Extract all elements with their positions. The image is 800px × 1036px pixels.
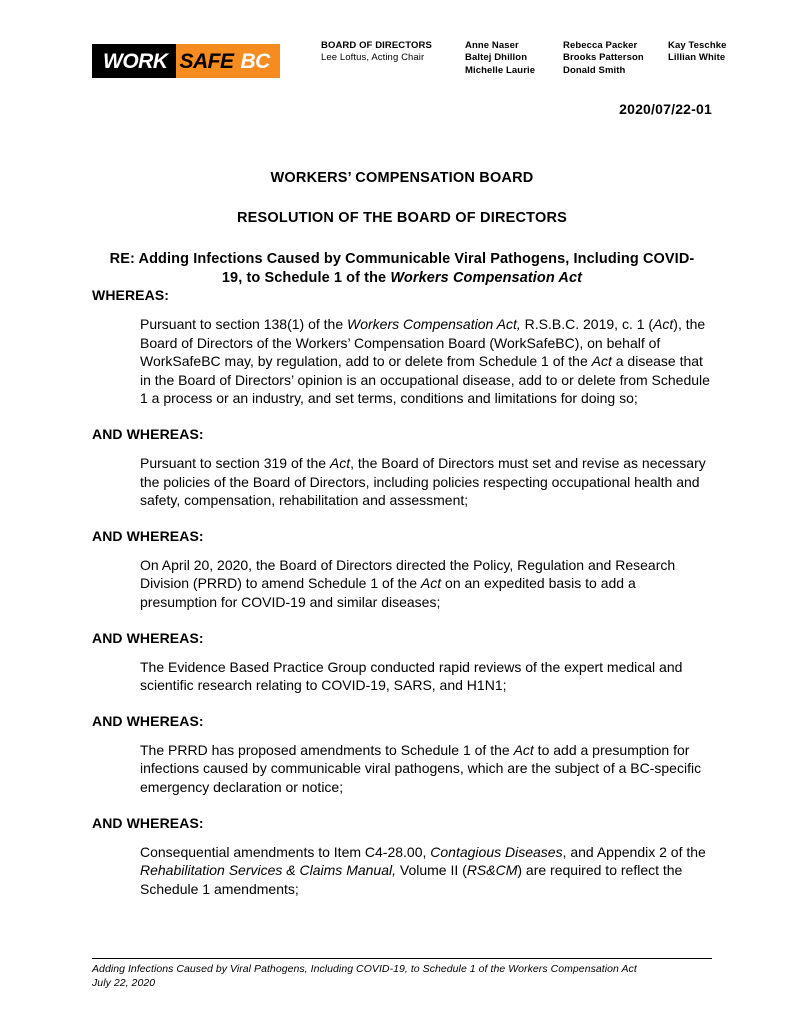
clause-run: The Evidence Based Practice Group conducted rapid reviews of the expert medical and scientific research relating to COVID-19, SARS, and H1N1; [140, 658, 683, 694]
logo-black-panel [92, 44, 176, 78]
board-members-column-1 [465, 40, 563, 77]
clause-text [140, 741, 712, 797]
clause-emphasis: Workers Compensation Act, [347, 316, 521, 332]
board-members-column-3 [668, 40, 758, 77]
clause-heading: AND WHEREAS: [92, 712, 204, 729]
footer-divider [92, 958, 712, 959]
clause-emphasis: Contagious Diseases [430, 843, 563, 860]
logo-text-bc: BC [240, 49, 270, 73]
clause-run: Volume II ( [396, 862, 467, 879]
clause-emphasis: Act [513, 741, 534, 758]
clause-text [140, 658, 712, 695]
organization-title: WORKERS’ COMPENSATION BOARD [270, 170, 534, 186]
clause-run: The PRRD has proposed amendments to Schedule 1 of the [140, 741, 514, 758]
footer-date: July 22, 2020 [92, 976, 156, 989]
clause [92, 287, 712, 408]
board-member: Brooks Patterson [563, 52, 644, 64]
clause-emphasis: Act [591, 353, 612, 370]
clause-run: On April 20, 2020, the Board of Directors directed the Policy, Regulation and Research Division (PRRD) to amend Schedule 1 of the [140, 556, 676, 592]
board-member: Rebecca Packer [563, 40, 638, 51]
board-member: Donald Smith [563, 64, 626, 76]
resolution-title: RESOLUTION OF THE BOARD OF DIRECTORS [237, 210, 567, 226]
subject-line-act-name: Workers Compensation Act [390, 270, 583, 286]
clause-run: , and Appendix 2 of the [562, 843, 706, 860]
clause-emphasis: Act [329, 454, 351, 471]
subject-line-text: RE: Adding Infections Caused by Communicable Viral Pathogens, Including COVID-19, to Schedule 1 of the [109, 251, 695, 286]
title-block [92, 170, 712, 288]
worksafebc-logo [92, 44, 285, 78]
board-member: Anne Naser [465, 40, 519, 51]
clause-run: ), the Board of Directors of the Workers’ Compensation Board (WorkSafeBC), on behalf of WorkSafeBC may, by regulation, add to or delete from Schedule 1 of the [140, 316, 706, 370]
clause-run: Consequential amendments to Item C4-28.00, [140, 843, 431, 860]
clauses-container [92, 287, 712, 916]
clause-run: Pursuant to section 138(1) of the [140, 316, 348, 332]
clause-heading: AND WHEREAS: [92, 814, 204, 831]
logo-text-work: WORK [103, 49, 168, 73]
clause-heading: AND WHEREAS: [92, 425, 204, 442]
clause-heading: AND WHEREAS: [92, 527, 204, 544]
clause-emphasis: Act [653, 316, 674, 332]
clause-run: ) are required to reflect the Schedule 1 amendments; [140, 862, 683, 897]
page-footer [92, 958, 712, 990]
clause-run: , the Board of Directors must set and revise as necessary the policies of the Board of Directors, including policies respecting occupational health and safety, compensation, rehabilitation and assessment; [140, 454, 706, 509]
clause-run: to add a presumption for infections caused by communicable viral pathogens, which are the subject of a BC-specific emergency declaration or notice; [140, 741, 702, 795]
board-member: Michelle Laurie [465, 64, 536, 76]
board-member: Baltej Dhillon [465, 52, 528, 64]
page-header [92, 40, 727, 78]
clause-text [140, 454, 712, 510]
clause [92, 630, 712, 695]
clause-emphasis: RS&CM [466, 862, 518, 879]
subject-line [92, 250, 712, 288]
clause-emphasis: Rehabilitation Services & Claims Manual, [140, 862, 396, 879]
board-of-directors-block [321, 40, 758, 77]
clause-text [140, 315, 712, 408]
clause-heading: AND WHEREAS: [92, 629, 204, 646]
board-member: Kay Teschke [668, 40, 727, 51]
board-of-directors-label: BOARD OF DIRECTORS [321, 40, 432, 51]
clause-emphasis: Act [420, 575, 442, 592]
clause-run: on an expedited basis to add a presumption for COVID-19 and similar diseases; [140, 575, 636, 610]
clause [92, 426, 712, 510]
board-member: Lillian White [668, 52, 726, 64]
logo-text-safe: SAFE [179, 49, 234, 73]
document-number: 2020/07/22-01 [619, 101, 712, 117]
clause-run: Pursuant to section 319 of the [140, 454, 330, 471]
board-title-column [321, 40, 465, 77]
clause [92, 528, 712, 612]
clause-heading: WHEREAS: [92, 287, 170, 303]
clause-text [140, 556, 712, 612]
footer-title: Adding Infections Caused by Viral Pathogens, Including COVID-19, to Schedule 1 of the Workers Compensation Act [92, 963, 637, 975]
clause-text [140, 843, 712, 899]
clause-run: a disease that in the Board of Directors’ opinion is an occupational disease, add to or delete from Schedule 1 a process or an industry, and set terms, conditions and limitations for doing so; [140, 353, 710, 407]
clause [92, 713, 712, 797]
logo-orange-panel [176, 44, 280, 78]
clause [92, 815, 712, 899]
board-chair-name: Lee Loftus, Acting Chair [321, 52, 425, 64]
clause-run: R.S.B.C. 2019, c. 1 ( [520, 316, 654, 332]
board-members-column-2 [563, 40, 668, 77]
